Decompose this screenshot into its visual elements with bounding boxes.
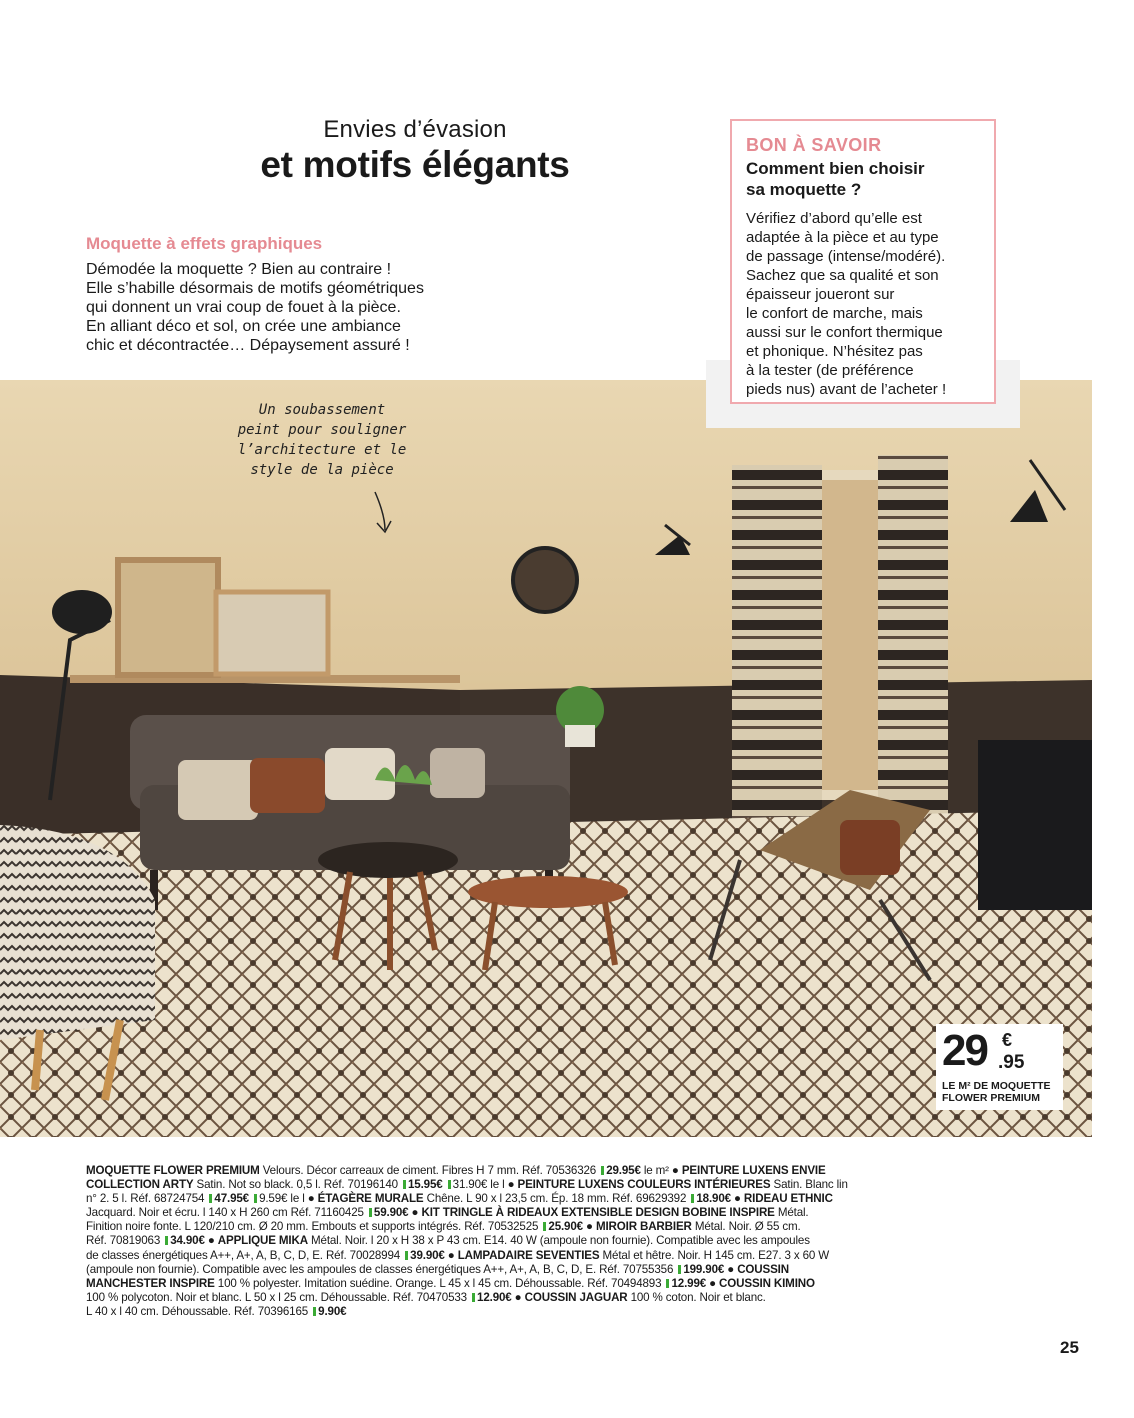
legend-text: RIDEAU ETHNIC [743, 1192, 833, 1206]
legend-text: PEINTURE LUXENS ENVIE [681, 1164, 826, 1177]
legend-line [86, 1291, 886, 1305]
price-marker-icon [405, 1251, 408, 1260]
intro-line: Elle s’habille désormais de motifs géométriques [86, 280, 424, 297]
price-caption-line: FLOWER PREMIUM [942, 1092, 1040, 1104]
legend-text: COUSSIN KIMINO [719, 1276, 815, 1290]
tip-box [730, 119, 996, 404]
intro-line: En alliant déco et sol, on crée une ambiance [86, 318, 401, 335]
price-marker-icon [666, 1279, 669, 1288]
tip-question [746, 158, 994, 200]
legend-text: n° 2. 5 l. Réf. 68724754 [86, 1192, 208, 1206]
legend-line [86, 1234, 886, 1248]
legend-text: Métal. Noir. Ø 55 cm. [691, 1220, 801, 1234]
price-marker-icon [165, 1236, 168, 1245]
legend-text: ÉTAGÈRE MURALE [317, 1192, 424, 1206]
legend-line [86, 1164, 886, 1178]
tip-question-line: Comment bien choisir [746, 159, 925, 178]
legend-text: Finition noire fonte. L 120/210 cm. Ø 20 mm. Embouts et supports intégrés. Réf. 70532525 [86, 1220, 542, 1234]
legend-text: le l ● [287, 1192, 318, 1206]
tip-body-line: Sachez que sa qualité et son [746, 267, 939, 284]
legend-text: 9.59€ [259, 1192, 288, 1206]
legend-text: 18.90€ [696, 1192, 731, 1206]
legend-text: Velours. Décor carreaux de ciment. Fibres H 7 mm. Réf. 70536326 [259, 1164, 600, 1177]
handwritten-callout [222, 400, 422, 480]
legend-line [86, 1206, 886, 1220]
tip-body-line: Vérifiez d’abord qu’elle est [746, 210, 922, 227]
legend-text: (ampoule non fournie). Compatible avec les ampoules de classes énergétiques A++, A+, A, B, C, D, E. Réf. 70755356 [86, 1262, 677, 1276]
legend-text: 31.90€ [452, 1178, 488, 1192]
price-marker-icon [254, 1194, 257, 1203]
legend-text: ● [511, 1290, 525, 1304]
tip-label: BON À SAVOIR [746, 135, 882, 155]
intro-line: qui donnent un vrai coup de fouet à la pièce. [86, 299, 401, 316]
legend-text: LAMPADAIRE SEVENTIES [457, 1248, 600, 1262]
living-room-photo [0, 380, 1092, 1137]
legend-text: 34.90€ [170, 1234, 205, 1248]
legend-line [86, 1277, 886, 1291]
legend-line [86, 1305, 886, 1319]
legend-text: L 40 x l 40 cm. Déhoussable. Réf. 70396165 [86, 1304, 312, 1318]
legend-line [86, 1192, 886, 1206]
legend-text: 199.90€ [683, 1262, 725, 1276]
callout-line: peint pour souligner [237, 422, 407, 438]
price-marker-icon [691, 1194, 694, 1203]
tip-body-line: pieds nus) avant de l’acheter ! [746, 381, 947, 398]
legend-text: 29.95€ [606, 1164, 641, 1177]
tip-body-line: de passage (intense/modéré). [746, 248, 946, 265]
legend-text: Métal. [774, 1206, 809, 1220]
headline-kicker: Envies d’évasion [323, 116, 507, 143]
legend-text: 12.90€ [477, 1290, 512, 1304]
legend-text: 47.95€ [214, 1192, 249, 1206]
intro-heading: Moquette à effets graphiques [86, 234, 323, 253]
tip-body-line: le confort de marche, mais [746, 305, 923, 322]
callout-line: Un soubassement [258, 402, 386, 418]
legend-line [86, 1178, 886, 1192]
legend-text: 100 % polyester. Imitation suédine. Orange. L 45 x l 45 cm. Déhoussable. Réf. 70494893 [214, 1276, 665, 1290]
legend-text: MOQUETTE FLOWER PREMIUM [86, 1164, 260, 1177]
price-currency: € [1002, 1030, 1013, 1050]
intro-line: Démodée la moquette ? Bien au contraire ! [86, 261, 392, 278]
legend-text: ● [724, 1262, 738, 1276]
tip-body-line: épaisseur joueront sur [746, 286, 895, 303]
legend-text: Satin. Not so black. 0,5 l. Réf. 70196140 [193, 1178, 401, 1192]
legend-text: COLLECTION ARTY [86, 1178, 194, 1192]
price-marker-icon [313, 1307, 316, 1316]
legend-text: ● [582, 1220, 596, 1234]
legend-text: 100 % polycoton. Noir et blanc. L 50 x l 25 cm. Déhoussable. Réf. 70470533 [86, 1290, 471, 1304]
legend-text: Réf. 70819063 [86, 1234, 164, 1248]
legend-text: Métal et hêtre. Noir. H 145 cm. E27. 3 x 60 W [599, 1248, 830, 1262]
price-tag [936, 1024, 1063, 1110]
legend-text: PEINTURE LUXENS COULEURS INTÉRIEURES [517, 1178, 771, 1192]
room-illustration [0, 380, 1092, 1137]
legend-text: MIROIR BARBIER [595, 1220, 692, 1234]
legend-text: MANCHESTER INSPIRE [86, 1276, 215, 1290]
price-caption-line: LE M² DE MOQUETTE [942, 1080, 1051, 1092]
tip-body-line: adaptée à la pièce et au type [746, 229, 939, 246]
tip-body-line: aussi sur le confort thermique [746, 324, 943, 341]
price-marker-icon [601, 1166, 604, 1175]
legend-line [86, 1220, 886, 1234]
product-legend [86, 1164, 886, 1319]
page-number: 25 [1060, 1338, 1079, 1357]
tip-body-line: et phonique. N’hésitez pas [746, 343, 923, 360]
legend-text: APPLIQUE MIKA [217, 1234, 308, 1248]
legend-text: COUSSIN [737, 1262, 789, 1276]
page-headline [230, 116, 600, 186]
legend-line [86, 1249, 886, 1263]
legend-text: Satin. Blanc lin [770, 1178, 848, 1192]
legend-text: de classes énergétiques A++, A+, A, B, C, D, E. Réf. 70028994 [86, 1248, 404, 1262]
legend-text: 9.90€ [318, 1304, 347, 1318]
legend-text: ● [444, 1248, 458, 1262]
price-marker-icon [209, 1194, 212, 1203]
callout-line: style de la pièce [250, 462, 394, 478]
price-marker-icon [403, 1180, 406, 1189]
legend-text: 25.90€ [548, 1220, 583, 1234]
legend-text: Métal. Noir. l 20 x H 38 x P 43 cm. E14. 40 W (ampoule non fournie). Compatible avec les ampoules [307, 1234, 810, 1248]
price-marker-icon [472, 1293, 475, 1302]
price-decimal: .95 [998, 1052, 1025, 1073]
price-marker-icon [678, 1265, 681, 1274]
price-marker-icon [369, 1208, 372, 1217]
legend-text: ● [204, 1234, 218, 1248]
legend-text: ● [730, 1192, 744, 1206]
tip-body [746, 209, 994, 399]
legend-text: ● [408, 1206, 422, 1220]
price-caption [942, 1080, 1051, 1104]
legend-text: le m² ● [640, 1164, 682, 1177]
legend-text: 39.90€ [410, 1248, 445, 1262]
intro-line: chic et décontractée… Dépaysement assuré ! [86, 337, 410, 354]
legend-text: KIT TRINGLE À RIDEAUX EXTENSIBLE DESIGN BOBINE INSPIRE [421, 1206, 775, 1220]
price-marker-icon [448, 1180, 451, 1189]
intro-paragraph [86, 260, 486, 355]
tip-question-line: sa moquette ? [746, 180, 862, 199]
price-integer: 29 [942, 1026, 987, 1075]
legend-text: 100 % coton. Noir et blanc. [627, 1290, 766, 1304]
legend-text: Chêne. L 90 x l 23,5 cm. Ép. 18 mm. Réf. 69629392 [423, 1192, 690, 1206]
legend-text: 15.95€ [408, 1178, 443, 1192]
legend-text: ● [706, 1276, 720, 1290]
price-marker-icon [543, 1222, 546, 1231]
legend-text: 12.99€ [671, 1276, 707, 1290]
callout-line: l’architecture et le [237, 442, 407, 458]
legend-text: COUSSIN JAGUAR [524, 1290, 628, 1304]
legend-text: 59.90€ [373, 1206, 409, 1220]
legend-line [86, 1263, 886, 1277]
legend-text: Jacquard. Noir et écru. l 140 x H 260 cm Réf. 71160425 [86, 1206, 367, 1220]
legend-text: le l ● [487, 1178, 518, 1192]
tip-body-line: à la tester (de préférence [746, 362, 914, 379]
intro-block [86, 234, 486, 355]
headline-title: et motifs élégants [260, 144, 570, 185]
